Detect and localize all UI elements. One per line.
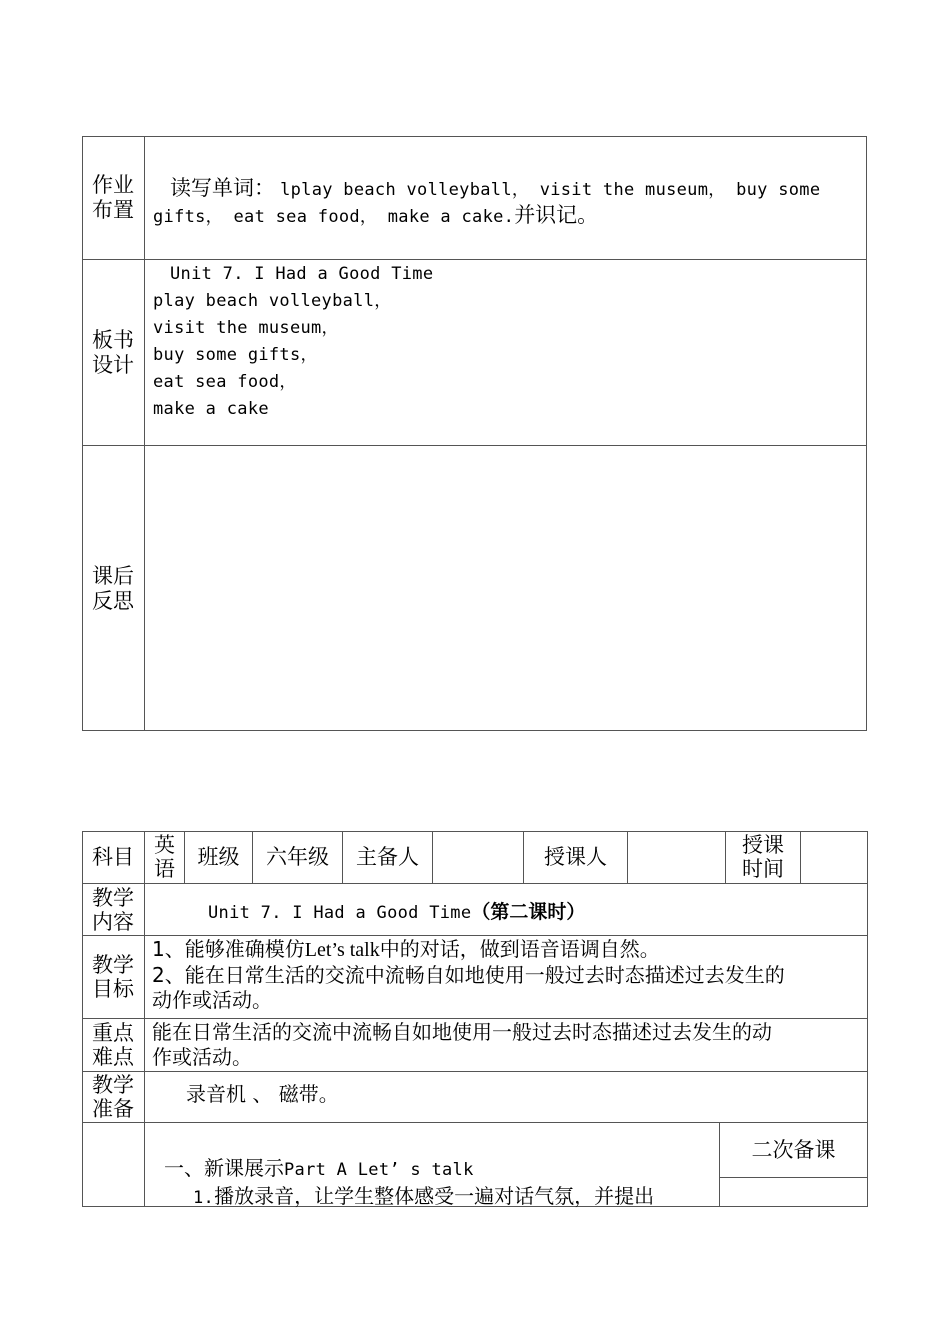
homework-line-2: gifts， eat sea food， make a cake.并识记。 — [153, 203, 599, 227]
goals-label: 教学 目标 — [92, 953, 134, 1001]
key-points-line-1: 能在日常生活的交流中流畅自如地使用一般过去时态描述过去发生的动 — [152, 1020, 772, 1044]
homework-line-1: 读写单词： lplay beach volleyball， visit the museum， buy some — [170, 176, 821, 200]
board-item: visit the museum， — [153, 318, 339, 338]
preparation-label: 教学 准备 — [92, 1073, 134, 1121]
key-points-label: 重点 难点 — [92, 1021, 134, 1069]
preparer-label: 主备人 — [356, 845, 419, 869]
board-design-label: 板书 设计 — [92, 328, 134, 377]
preparation-value: 录音机 、 磁带。 — [186, 1082, 339, 1106]
board-item: play beach volleyball， — [153, 291, 392, 311]
time-label: 授课 时间 — [742, 833, 784, 881]
reflection-label: 课后 反思 — [92, 564, 134, 613]
process-section-heading: 一、新课展示Part A Let’ s talk — [164, 1156, 474, 1180]
preparer-value — [433, 831, 523, 883]
teacher-value — [628, 831, 725, 883]
board-title: Unit 7. I Had a Good Time — [170, 264, 434, 284]
process-step-1: 1.播放录音，让学生整体感受一遍对话气氛，并提出 — [193, 1184, 655, 1208]
subject-label: 科目 — [92, 845, 134, 869]
content-label: 教学 内容 — [92, 885, 134, 934]
goal-line-2: 2、能在日常生活的交流中流畅自如地使用一般过去时态描述过去发生的 — [152, 963, 785, 987]
class-value: 六年级 — [266, 845, 329, 869]
class-label: 班级 — [197, 845, 240, 869]
content-title: Unit 7. I Had a Good Time（第二课时） — [208, 901, 586, 923]
key-points-line-2: 作或活动。 — [152, 1045, 252, 1069]
time-value — [801, 831, 867, 883]
second-prep-label: 二次备课 — [751, 1138, 836, 1162]
goal-line-1: 1、能够准确模仿Let’s talk中的对话，做到语音语调自然。 — [152, 937, 660, 961]
reflection-content-area — [146, 447, 865, 729]
board-item: buy some gifts， — [153, 345, 318, 365]
teacher-label: 授课人 — [544, 845, 607, 869]
goal-line-3: 动作或活动。 — [152, 988, 272, 1012]
subject-value: 英 语 — [154, 833, 175, 881]
board-item: make a cake — [153, 399, 269, 419]
homework-label: 作业 布置 — [92, 173, 134, 222]
board-item: eat sea food， — [153, 372, 297, 392]
